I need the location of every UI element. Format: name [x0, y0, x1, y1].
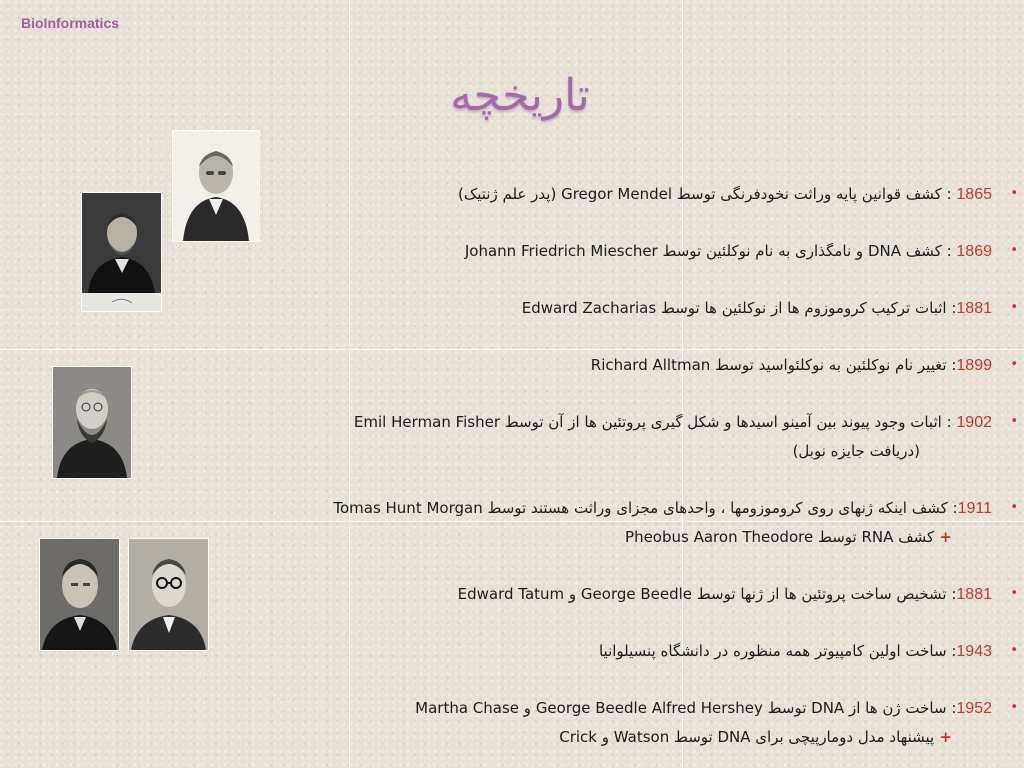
plus-icon: + [934, 728, 952, 746]
timeline-item [457, 180, 1018, 209]
item-text: کشف DNA و نامگذاری به نام نوکلئین توسط Johann Friedrich Miescher [464, 242, 942, 260]
item-year: 1911 [957, 500, 992, 517]
grid-line [349, 0, 350, 768]
brand-label: BioInformatics [21, 15, 120, 31]
item-text: ساخت ژن ها از DNA توسط George Beedle Alfred Hershey و Martha Chase [415, 699, 947, 717]
bullet-icon: • [1010, 357, 1018, 372]
item-separator: : [947, 499, 958, 517]
portrait-tatum [128, 538, 209, 651]
item-separator: : [946, 699, 957, 717]
item-separator: : [946, 642, 957, 660]
timeline-item [415, 694, 1018, 751]
page-title: تاریخچه [450, 70, 590, 121]
item-text: ساخت اولین کامپیوتر همه منظوره در دانشگاه پنسیلوانیا [598, 642, 947, 660]
timeline-item [457, 580, 1018, 609]
item-text: اثبات وجود پیوند بین آمینو اسیدها و شکل گیری پروتئین ها از آن توسط Emil Herman Fisher [353, 413, 942, 431]
portrait-fisher [52, 366, 132, 479]
item-separator: : [946, 585, 957, 603]
bullet-icon: • [1010, 243, 1018, 258]
item-continuation: (دریافت جایزه نوبل) [792, 442, 920, 460]
bullet-icon: • [1010, 186, 1018, 201]
item-year: 1869 [956, 243, 992, 260]
bullet-icon: • [1010, 586, 1018, 601]
item-year: 1902 [956, 414, 992, 431]
item-year: 1881 [956, 300, 992, 317]
item-text: اثبات ترکیب کروموزوم ها از نوکلئین ها توسط Edward Zacharias [521, 299, 947, 317]
bullet-icon: • [1010, 300, 1018, 315]
item-year: 1943 [956, 643, 992, 660]
item-separator: : [941, 413, 957, 431]
bullet-icon: • [1010, 700, 1018, 715]
item-text: تغییر نام نوکلئین به نوکلئواسید توسط Richard Alltman [590, 356, 947, 374]
timeline-item [521, 294, 1018, 323]
item-separator: : [941, 242, 957, 260]
portrait-miescher [81, 192, 162, 312]
bullet-icon: • [1010, 500, 1018, 515]
item-text: کشف قوانین پایه وراثت نخودفرنگی توسط Gregor Mendel (پدر علم ژنتیک) [457, 185, 942, 203]
portrait-mendel [172, 130, 260, 242]
portrait-beadle [39, 538, 120, 651]
item-year: 1881 [956, 586, 992, 603]
item-year: 1899 [956, 357, 992, 374]
timeline-item [353, 408, 1018, 465]
timeline-item [590, 351, 1018, 380]
timeline-item [598, 637, 1018, 666]
plus-icon: + [934, 528, 952, 546]
timeline-item [333, 494, 1018, 551]
item-year: 1952 [956, 700, 992, 717]
timeline-item [464, 237, 1018, 266]
item-text: کشف اینکه ژنهای روی کروموزومها ، واحدهای مجزای وراثت هستند توسط Tomas Hunt Morgan [333, 499, 948, 517]
item-separator: : [941, 185, 957, 203]
item-year: 1865 [956, 186, 992, 203]
item-separator: : [946, 299, 957, 317]
item-text: تشخیص ساخت پروتئین ها از ژنها توسط George Beedle و Edward Tatum [457, 585, 947, 603]
item-separator: : [946, 356, 957, 374]
grid-line [0, 349, 1024, 350]
bullet-icon: • [1010, 643, 1018, 658]
item-continuation: + پیشنهاد مدل دومارپیچی برای DNA توسط Watson و Crick [559, 728, 952, 746]
bullet-icon: • [1010, 414, 1018, 429]
item-continuation: + کشف RNA توسط Pheobus Aaron Theodore [625, 528, 952, 546]
